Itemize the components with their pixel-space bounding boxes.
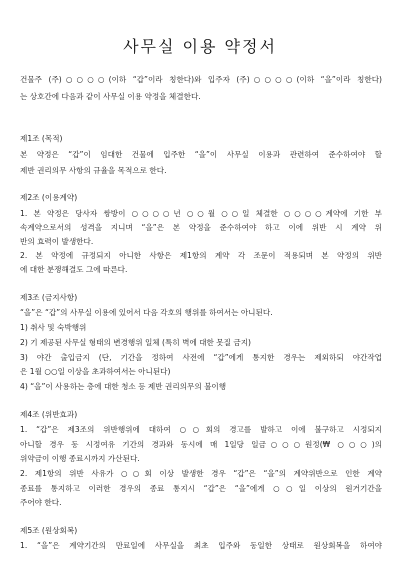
article-heading: 제5조 (원상회복) (20, 526, 78, 535)
article-line: 1. “을”은 계약기간의 만료일에 사무실을 최초 입주와 동일한 상태로 원상회복을 하여야 (20, 541, 382, 550)
article-heading: 제1조 (목적) (20, 134, 63, 143)
article-line: 은 1월 ○○일 이상을 초과하여서는 아니된다) (20, 367, 171, 376)
document-title: 사무실 이용 약정서 (123, 37, 277, 56)
article-line: “을”은 “갑”의 사무실 이용에 있어서 다음 각호의 행위를 하여서는 아니된다. (20, 308, 273, 317)
article-line: 본 약정은 “갑”이 임대한 건물에 입주한 “을”이 사무실 이용과 관련하여 준수하여야 할 (20, 150, 382, 159)
article-heading: 제4조 (위반효과) (20, 410, 78, 419)
article-line: 3) 야간 출입금지 (단, 기간을 정하여 사전에 “갑”에게 통지한 경우는 제외하되 야간작업 (20, 353, 382, 362)
article-line: 종료를 통지하고 이러한 경우의 종료 통지시 “갑”은 “을”에게 ○○일 이상의 원거기간을 (20, 484, 382, 493)
article-line: 아니할 경우 동 시정여유 기간의 경과와 동시에 매 1일당 일금○○○원정(₩ ○○○)의 (20, 440, 382, 449)
preamble-line: 건물주 (주)○○○○(이하 “갑”이라 칭한다)와 입주자 (주)○○○○(이하 “을”이라 칭한다) (20, 75, 382, 84)
article-line: 주어야 한다. (20, 498, 62, 507)
article-line: 1. 본 약정은 당사자 쌍방이 ○○○○년 ○○월 ○○일 체결한 ○○○○계약에 기한 부 (20, 209, 382, 218)
article-line: 위약금이 이행 종료시까지 가산된다. (20, 454, 140, 463)
article-line: 2. 본 약정에 규정되지 아니한 사항은 제1항의 계약 각 조문이 적용되며 본 약정의 위반 (20, 251, 382, 260)
article-heading: 제2조 (이용계약) (20, 193, 78, 202)
article-line: 반의 효력이 발생한다. (20, 237, 94, 246)
article-line: 속계약으로서의 성격을 지니며 “을”은 본 약정을 준수하여야 하고 이에 위반 시 계약 위 (20, 223, 382, 232)
preamble-line: 는 상호간에 다음과 같이 사무실 이용 약정을 체결한다. (20, 92, 201, 101)
article-line: 2. 제1항의 위반 사유가 ○○회 이상 발생한 경우 “갑”은 “을”의 계약위반으로 인한 계약 (20, 469, 382, 478)
article-line: 2) 기 제공된 사무실 형태의 변경행위 일체 (특히 벽에 대한 못질 금지) (20, 338, 251, 347)
article-line: 4) “을”이 사용하는 층에 대한 청소 등 제반 권리의무의 불이행 (20, 382, 227, 391)
article-line: 제반 권리의무 사항의 규율을 목적으로 한다. (20, 166, 167, 175)
article-line: 1) 취사 및 숙박행위 (20, 323, 87, 332)
article-heading: 제3조 (금지사항) (20, 293, 78, 302)
article-line: 에 대한 분쟁해결도 그에 따른다. (20, 265, 128, 274)
article-line: 1. “갑”은 제3조의 위반행위에 대하여 ○○회의 경고를 발하고 이에 불구하고 시정되지 (20, 425, 382, 434)
